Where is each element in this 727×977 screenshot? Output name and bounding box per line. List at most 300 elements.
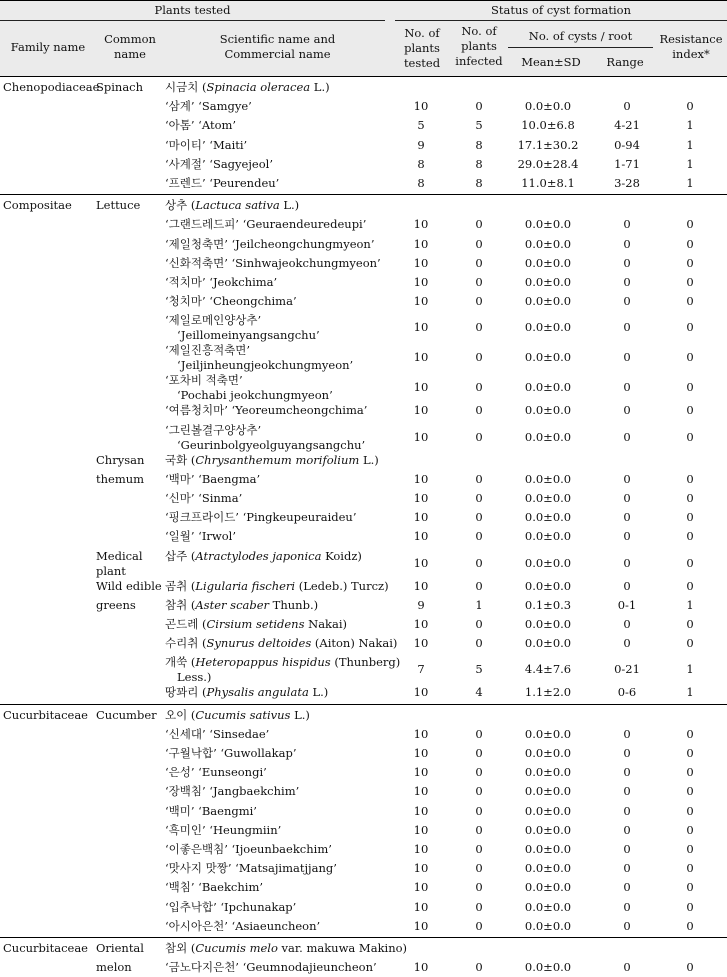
- table-row: [0, 706, 727, 725]
- table-row: [0, 273, 727, 292]
- latin-binomial: Aster scaber: [195, 597, 270, 612]
- table-row: [0, 878, 727, 897]
- resistance-index-value: 0: [686, 380, 694, 395]
- latin-binomial: Chrysanthemum morifolium: [195, 452, 360, 467]
- family-name: Cucurbitaceae: [3, 941, 88, 955]
- authority: (Thunberg): [330, 655, 401, 670]
- plants-tested-value: 10: [413, 918, 429, 933]
- plants-infected-value: 0: [475, 726, 483, 741]
- plants-infected-value: 0: [475, 236, 483, 251]
- mean-sd-value: 0.0±0.0: [524, 99, 572, 114]
- resistance-index-value: 0: [686, 861, 694, 876]
- mean-sd-value: 0.0±0.0: [524, 275, 572, 289]
- plants-tested-value: 10: [413, 255, 429, 270]
- resistance-index-value: 0: [686, 294, 694, 309]
- scientific-name: [165, 941, 408, 956]
- commercial-name: ‘제일진흥적축면’: [165, 343, 251, 358]
- table-row: [0, 821, 727, 840]
- header-common: [96, 32, 164, 62]
- scientific-name: [165, 784, 395, 799]
- mean-sd-value: 0.0±0.0: [524, 350, 572, 365]
- range-value: 0: [623, 784, 631, 799]
- table-row: [0, 508, 727, 527]
- header-common-line2: name: [114, 47, 146, 61]
- scientific-name: [165, 861, 395, 876]
- plants-tested-value: 10: [413, 429, 429, 444]
- header-cysts-root: No. of cysts / root: [528, 29, 633, 43]
- plants-infected-value: 0: [475, 803, 483, 818]
- range-value: 0: [623, 636, 631, 651]
- table-row: [0, 155, 727, 174]
- common-korean-name: 국화 (: [165, 452, 196, 467]
- common-korean-name: 개쑥 (: [165, 655, 196, 670]
- range-value: 3-28: [614, 176, 640, 190]
- group-rule: [0, 937, 727, 938]
- table-row: [0, 725, 727, 744]
- commercial-name: ‘신세대’ ‘Sinsedae’: [165, 726, 270, 741]
- scientific-name: [165, 880, 395, 895]
- resistance-index-value: 0: [686, 320, 694, 335]
- range-value: 0-6: [617, 685, 637, 700]
- scientific-name: [165, 176, 395, 191]
- resistance-index-value: 1: [686, 156, 694, 171]
- header-common-line1: Common: [104, 32, 156, 46]
- plants-tested-value: 9: [417, 597, 425, 612]
- table-row: [0, 401, 727, 420]
- table-row: [0, 782, 727, 801]
- header-scientific-line1: Scientific name and: [219, 32, 336, 46]
- common-name: Cucumber: [96, 707, 157, 722]
- mean-sd-value: 17.1±30.2: [517, 137, 579, 152]
- scientific-name: [165, 617, 395, 632]
- table-row: [0, 136, 727, 155]
- range-value: 0: [623, 491, 631, 505]
- commercial-name: ‘그린볼결구양상추’: [165, 422, 262, 437]
- latin-binomial: Spinacia oleracea: [206, 80, 311, 94]
- resistance-index-value: 1: [686, 597, 694, 612]
- scientific-name: [165, 549, 395, 564]
- range-value: 0: [623, 803, 631, 818]
- scientific-name: [165, 727, 395, 742]
- plants-tested-value: 10: [413, 491, 429, 505]
- resistance-index-value: 0: [686, 529, 694, 544]
- resistance-index-value: 0: [686, 510, 694, 525]
- latin-binomial: Physalis angulata: [206, 685, 309, 700]
- plants-infected-value: 0: [475, 255, 483, 270]
- scientific-name: [165, 598, 395, 613]
- mean-sd-value: 0.0±0.0: [524, 784, 572, 799]
- plants-tested-value: 10: [413, 899, 429, 914]
- table-row: [0, 174, 727, 193]
- latin-binomial: Heteropappus hispidus: [195, 655, 331, 670]
- range-value: 0-94: [614, 137, 640, 152]
- common-name: Spinach: [96, 80, 144, 94]
- header-range: Range: [606, 55, 644, 69]
- plants-infected-value: 0: [475, 822, 483, 837]
- range-value: 0: [623, 726, 631, 741]
- scientific-name-line2: Less.): [177, 670, 212, 685]
- table-row: [0, 196, 727, 215]
- header-tested-line1: No. of: [404, 26, 440, 40]
- commercial-name: ‘프렌드’ ‘Peurendeu’: [165, 176, 280, 190]
- plants-infected-value: 0: [475, 899, 483, 914]
- common-korean-name: 오이 (: [165, 707, 196, 722]
- table-row: [0, 859, 727, 878]
- range-value: 0: [623, 880, 631, 895]
- scientific-name: [165, 423, 395, 438]
- scientific-name: [165, 842, 395, 857]
- mean-sd-value: 0.0±0.0: [524, 861, 572, 876]
- commercial-name: ‘일월’ ‘Irwol’: [165, 529, 236, 544]
- authority: L.): [359, 452, 379, 467]
- table-row: [0, 958, 727, 977]
- table-row: [0, 615, 727, 634]
- mean-sd-value: 0.0±0.0: [524, 746, 572, 760]
- header-bottom-rule: [0, 76, 727, 77]
- table-row: [0, 596, 727, 615]
- range-value: 0: [623, 555, 631, 570]
- mean-sd-value: 0.0±0.0: [524, 899, 572, 914]
- common-name: melon: [96, 960, 132, 975]
- rule-under-cysts-root: [508, 47, 653, 48]
- table-row: [0, 634, 727, 653]
- resistance-index-value: 0: [686, 99, 694, 114]
- scientific-name: [165, 237, 395, 252]
- plants-infected-value: 0: [475, 99, 483, 114]
- resistance-index-value: 0: [686, 491, 694, 505]
- header-tested-line3: tested: [403, 56, 441, 70]
- header-resistance: [655, 32, 727, 62]
- scientific-name: [165, 373, 395, 388]
- mean-sd-value: 29.0±28.4: [517, 156, 579, 171]
- resistance-index-value: 1: [686, 662, 694, 677]
- plants-infected-value: 5: [475, 118, 483, 133]
- common-name-line2: plant: [96, 563, 126, 578]
- table-row: [0, 744, 727, 763]
- mean-sd-value: 0.0±0.0: [524, 320, 572, 335]
- commercial-name: ‘여름청치마’ ‘Yeoreumcheongchima’: [165, 403, 368, 418]
- resistance-index-value: 0: [686, 880, 694, 895]
- resistance-index-value: 0: [686, 960, 694, 975]
- authority: Thunb.): [269, 597, 319, 612]
- plants-infected-value: 0: [475, 471, 483, 486]
- commercial-name: ‘적치마’ ‘Jeokchima’: [165, 275, 278, 289]
- plants-tested-value: 10: [413, 471, 429, 486]
- table-row: [0, 78, 727, 97]
- plants-tested-value: 10: [413, 578, 429, 593]
- table-row: [0, 215, 727, 234]
- commercial-name: ‘은성’ ‘Eunseongi’: [165, 765, 267, 780]
- table-row: [0, 254, 727, 273]
- mean-sd-value: 0.0±0.0: [524, 491, 572, 505]
- plants-tested-value: 10: [413, 960, 429, 975]
- commercial-name: ‘아톰’ ‘Atom’: [165, 118, 237, 133]
- range-value: 0: [623, 236, 631, 251]
- scientific-name: [165, 313, 395, 328]
- mean-sd-value: 0.0±0.0: [524, 960, 572, 975]
- scientific-name: [165, 256, 395, 271]
- scientific-name: [165, 491, 395, 506]
- table-row: [0, 840, 727, 859]
- plants-tested-value: 10: [413, 636, 429, 651]
- header-infected-line3: infected: [455, 54, 503, 68]
- range-value: 0: [623, 578, 631, 593]
- scientific-name: [165, 529, 395, 544]
- scientific-name: [165, 99, 395, 114]
- family-name: Compositae: [3, 198, 72, 213]
- group-rule: [0, 704, 727, 705]
- table-row: [0, 489, 727, 508]
- mean-sd-value: 0.0±0.0: [524, 471, 572, 486]
- table-row: [0, 802, 727, 821]
- latin-binomial: Cirsium setidens: [206, 617, 305, 631]
- mean-sd-value: 0.1±0.3: [524, 597, 572, 612]
- table-row: [0, 97, 727, 116]
- table-row: [0, 311, 727, 341]
- scientific-name: [165, 960, 395, 975]
- header-family: Family name: [10, 40, 86, 54]
- plants-tested-value: 10: [413, 617, 429, 631]
- plants-tested-value: 7: [417, 662, 425, 677]
- scientific-name: [165, 804, 395, 819]
- plants-tested-value: 10: [413, 784, 429, 799]
- table-row: [0, 547, 727, 577]
- plants-infected-value: 0: [475, 578, 483, 593]
- scientific-name: [165, 138, 395, 153]
- plants-tested-value: 10: [413, 380, 429, 395]
- plants-infected-value: 4: [475, 685, 483, 700]
- resistance-index-value: 0: [686, 555, 694, 570]
- commercial-name: ‘신마’ ‘Sinma’: [165, 491, 243, 505]
- plants-tested-value: 9: [417, 137, 425, 152]
- table-row: [0, 939, 727, 958]
- table-row: [0, 451, 727, 470]
- latin-binomial: Lactuca sativa: [195, 198, 280, 213]
- table-row: [0, 653, 727, 683]
- common-name: Lettuce: [96, 198, 141, 213]
- table-row: [0, 371, 727, 401]
- resistance-index-value: 0: [686, 255, 694, 270]
- commercial-name: ‘입추낙합’ ‘Ipchunakap’: [165, 899, 297, 914]
- resistance-index-value: 0: [686, 471, 694, 486]
- range-value: 0: [623, 842, 631, 856]
- table-row: [0, 470, 727, 489]
- plants-infected-value: 0: [475, 350, 483, 365]
- range-value: 0: [623, 217, 631, 232]
- range-value: 0: [623, 294, 631, 309]
- plants-infected-value: 0: [475, 617, 483, 631]
- mean-sd-value: 4.4±7.6: [524, 662, 572, 677]
- scientific-name: [165, 919, 395, 934]
- plants-tested-value: 10: [413, 842, 429, 856]
- authority: L.): [279, 198, 300, 213]
- range-value: 0: [623, 320, 631, 335]
- table-row: [0, 116, 727, 135]
- plants-infected-value: 0: [475, 842, 483, 856]
- commercial-name: ‘구월낙합’ ‘Guwollakap’: [165, 746, 297, 760]
- common-name: Chrysan: [96, 452, 145, 467]
- table-row: [0, 577, 727, 596]
- table-row: [0, 683, 727, 702]
- commercial-name: ‘삼계’ ‘Samgye’: [165, 99, 252, 114]
- mean-sd-value: 0.0±0.0: [524, 255, 572, 270]
- authority: var. makuwa Makino): [277, 941, 408, 955]
- plants-infected-value: 0: [475, 217, 483, 232]
- table-row: [0, 763, 727, 782]
- plants-tested-value: 10: [413, 217, 429, 232]
- commercial-name: ‘포차비 적축면’: [165, 373, 243, 388]
- scientific-name: [165, 294, 395, 309]
- plants-tested-value: 10: [413, 880, 429, 895]
- range-value: 0: [623, 255, 631, 270]
- plants-infected-value: 0: [475, 429, 483, 444]
- plants-infected-value: 1: [475, 597, 483, 612]
- plants-tested-value: 10: [413, 746, 429, 760]
- resistance-index-value: 0: [686, 784, 694, 799]
- header-tested: [395, 26, 449, 71]
- mean-sd-value: 0.0±0.0: [524, 529, 572, 544]
- header-tested-line2: plants: [404, 41, 440, 55]
- range-value: 0: [623, 899, 631, 914]
- mean-sd-value: 0.0±0.0: [524, 765, 572, 780]
- plants-infected-value: 0: [475, 960, 483, 975]
- range-value: 0: [623, 429, 631, 444]
- resistance-index-value: 0: [686, 578, 694, 593]
- plants-tested-value: 10: [413, 294, 429, 309]
- plants-infected-value: 0: [475, 380, 483, 395]
- rule-under-status: [395, 20, 727, 21]
- table-row: [0, 341, 727, 371]
- resistance-index-value: 0: [686, 617, 694, 631]
- scientific-name: [165, 118, 395, 133]
- scientific-name: [165, 453, 395, 468]
- latin-binomial: Atractylodes japonica: [195, 548, 322, 563]
- common-korean-name: 삽주 (: [165, 548, 196, 563]
- resistance-index-value: 0: [686, 803, 694, 818]
- scientific-name-line2: ‘Jeiljinheungjeokchungmyeon’: [177, 358, 354, 373]
- scientific-name: [165, 472, 395, 487]
- range-value: 0: [623, 380, 631, 395]
- commercial-name: ‘금노다지은천’ ‘Geumnodajieuncheon’: [165, 960, 377, 975]
- common-korean-name: 땅꽈리 (: [165, 685, 207, 700]
- plants-tested-value: 10: [413, 529, 429, 544]
- resistance-index-value: 0: [686, 726, 694, 741]
- resistance-index-value: 1: [686, 176, 694, 190]
- scientific-name: [165, 655, 401, 670]
- commercial-name: ‘사계절’ ‘Sagyejeol’: [165, 156, 273, 171]
- plants-infected-value: 0: [475, 403, 483, 418]
- range-value: 0: [623, 617, 631, 631]
- scientific-name: [165, 579, 395, 594]
- resistance-index-value: 0: [686, 403, 694, 418]
- mean-sd-value: 0.0±0.0: [524, 380, 572, 395]
- resistance-index-value: 0: [686, 822, 694, 837]
- scientific-name-line2: ‘Pochabi jeokchungmyeon’: [177, 388, 333, 403]
- commercial-name: ‘흑미인’ ‘Heungmiin’: [165, 822, 282, 837]
- plants-tested-value: 10: [413, 726, 429, 741]
- authority: (Ledeb.) Turcz): [295, 578, 389, 593]
- header-status: Status of cyst formation: [491, 3, 631, 17]
- table-row: [0, 917, 727, 936]
- scientific-name: [165, 823, 395, 838]
- plants-infected-value: 0: [475, 294, 483, 309]
- resistance-index-value: 0: [686, 636, 694, 651]
- plants-tested-value: 5: [417, 118, 425, 133]
- mean-sd-value: 0.0±0.0: [524, 403, 572, 418]
- mean-sd-value: 10.0±6.8: [521, 118, 575, 133]
- header-infected: [452, 24, 506, 69]
- table-row: [0, 421, 727, 451]
- range-value: 0: [623, 529, 631, 544]
- range-value: 0: [623, 350, 631, 365]
- table-row: [0, 292, 727, 311]
- plants-infected-value: 0: [475, 275, 483, 289]
- common-korean-name: 참외 (: [165, 941, 196, 955]
- common-korean-name: 참취 (: [165, 597, 196, 612]
- mean-sd-value: 0.0±0.0: [524, 555, 572, 570]
- resistance-index-value: 0: [686, 899, 694, 914]
- table-row: [0, 527, 727, 546]
- plants-tested-value: 10: [413, 822, 429, 837]
- commercial-name: ‘백미’ ‘Baengmi’: [165, 803, 257, 818]
- plants-tested-value: 10: [413, 765, 429, 780]
- range-value: 0: [623, 471, 631, 486]
- plants-infected-value: 0: [475, 918, 483, 933]
- scientific-name: [165, 403, 395, 418]
- plants-infected-value: 0: [475, 784, 483, 799]
- mean-sd-value: 0.0±0.0: [524, 822, 572, 837]
- commercial-name: ‘핑크프라이드’ ‘Pingkeupeuraideu’: [165, 510, 357, 525]
- header-infected-line2: plants: [461, 39, 497, 53]
- scientific-name: [165, 80, 395, 95]
- common-name: Wild edible: [96, 578, 162, 593]
- table-row: [0, 898, 727, 917]
- plants-tested-value: 10: [413, 320, 429, 335]
- resistance-index-value: 0: [686, 217, 694, 232]
- rule-under-plants-tested: [0, 20, 385, 21]
- range-value: 0: [623, 746, 631, 760]
- mean-sd-value: 0.0±0.0: [524, 842, 572, 856]
- plants-infected-value: 5: [475, 662, 483, 677]
- common-name: Medical: [96, 548, 143, 563]
- plants-infected-value: 0: [475, 636, 483, 651]
- mean-sd-value: 0.0±0.0: [524, 236, 572, 251]
- plants-tested-value: 8: [417, 176, 425, 190]
- common-name: greens: [96, 597, 136, 612]
- common-korean-name: 시금치 (: [165, 80, 207, 94]
- plants-infected-value: 8: [475, 156, 483, 171]
- commercial-name: ‘아시아은천’ ‘Asiaeuncheon’: [165, 918, 321, 933]
- range-value: 4-21: [614, 118, 640, 133]
- range-value: 0: [623, 510, 631, 525]
- range-value: 0: [623, 403, 631, 418]
- header-scientific: [165, 32, 390, 62]
- mean-sd-value: 0.0±0.0: [524, 880, 572, 895]
- resistance-index-value: 0: [686, 429, 694, 444]
- common-name: Oriental: [96, 941, 144, 955]
- plants-tested-value: 10: [413, 510, 429, 525]
- resistance-index-value: 1: [686, 137, 694, 152]
- commercial-name: ‘청치마’ ‘Cheongchima’: [165, 294, 297, 309]
- plants-tested-value: 10: [413, 99, 429, 114]
- mean-sd-value: 0.0±0.0: [524, 726, 572, 741]
- range-value: 0: [623, 918, 631, 933]
- mean-sd-value: 0.0±0.0: [524, 578, 572, 593]
- authority: Koidz): [321, 548, 362, 563]
- plants-infected-value: 0: [475, 529, 483, 544]
- scientific-name: [165, 685, 395, 700]
- range-value: 0: [623, 99, 631, 114]
